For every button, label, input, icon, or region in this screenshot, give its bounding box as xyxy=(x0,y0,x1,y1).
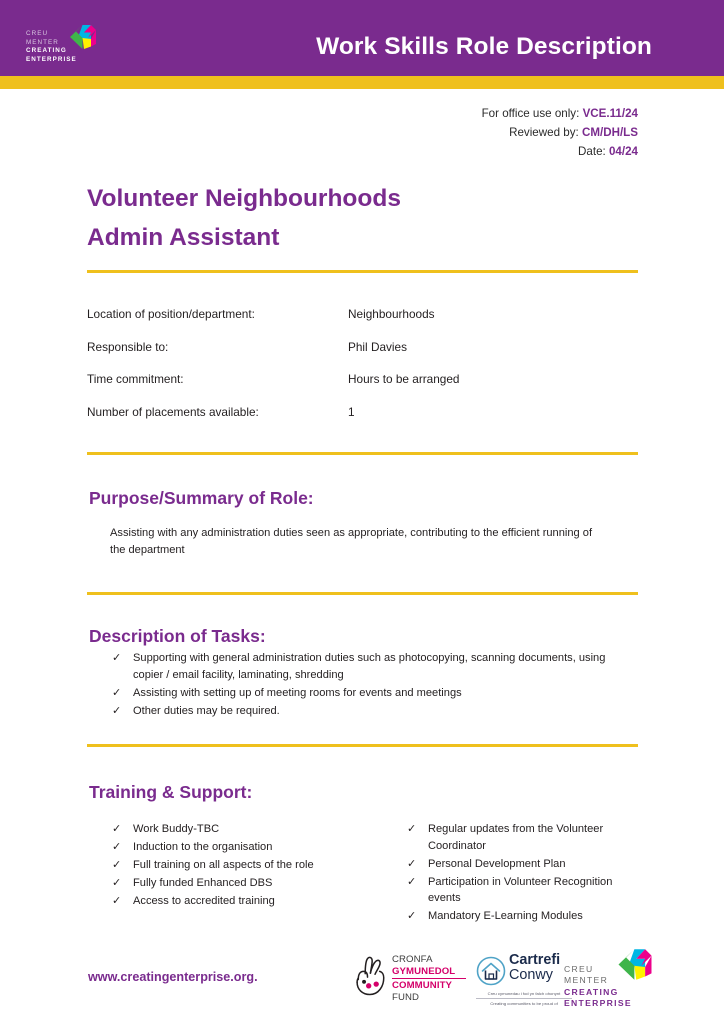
list-item-label: Full training on all aspects of the role xyxy=(133,859,314,871)
list-item-label: Access to accredited training xyxy=(133,895,275,907)
office-use-reviewed-line xyxy=(482,123,638,142)
house-circle-icon xyxy=(476,956,506,986)
conwy-tagline-welsh: Creu cymunedau i fod yn falch ohonynt xyxy=(487,991,561,996)
divider-after-title xyxy=(87,270,638,273)
list-item xyxy=(105,703,635,720)
brand-logo-header xyxy=(26,28,106,70)
office-use-ref-line xyxy=(482,104,638,123)
creu-line-creu: CREU xyxy=(564,964,594,974)
community-fund-divider xyxy=(392,978,466,979)
website-url[interactable]: www.creatingenterprise.org. xyxy=(88,970,258,984)
check-icon: ✓ xyxy=(112,823,122,835)
list-item xyxy=(400,874,645,907)
field-label: Number of placements available: xyxy=(87,404,259,419)
list-item-label: Assisting with setting up of meeting rooms for events and meetings xyxy=(133,686,462,699)
field-value: 1 xyxy=(348,404,355,419)
check-icon: ✓ xyxy=(112,652,122,664)
list-item xyxy=(105,821,385,838)
table-row xyxy=(87,405,647,438)
office-use-ref-value: VCE.11/24 xyxy=(582,107,638,120)
list-item xyxy=(400,856,645,873)
office-use-date-label: Date: xyxy=(578,145,606,158)
field-label: Responsible to: xyxy=(87,339,169,354)
conwy-tagline-divider xyxy=(476,998,572,999)
office-use-reviewed-value: CM/DH/LS xyxy=(581,126,638,139)
list-item-label: Fully funded Enhanced DBS xyxy=(133,877,273,889)
list-item xyxy=(105,875,385,892)
page-title: Work Skills Role Description xyxy=(316,33,652,60)
community-fund-line-fund: FUND xyxy=(392,991,420,1003)
conwy-line-cartrefi: Cartrefi xyxy=(509,952,561,968)
footer-logo-row xyxy=(352,944,652,1016)
office-use-ref-label: For office use only: xyxy=(481,107,580,120)
field-label: Time commitment: xyxy=(87,372,184,386)
list-item-label: Supporting with general administration duties such as photocopying, scanning documents, using copier / email facility, laminating, shredding xyxy=(133,652,606,681)
office-use-date-line xyxy=(482,142,638,161)
check-icon: ✓ xyxy=(407,910,417,922)
check-icon: ✓ xyxy=(112,859,122,871)
table-row xyxy=(87,307,647,340)
header-accent-bar xyxy=(0,76,724,89)
list-item-label: Work Buddy-TBC xyxy=(133,823,220,835)
community-fund-line-community: COMMUNITY xyxy=(392,980,453,992)
field-value: Neighbourhoods xyxy=(348,307,435,321)
list-item-label: Regular updates from the Volunteer Coordinator xyxy=(428,823,604,852)
role-title xyxy=(87,179,647,257)
divider-after-purpose xyxy=(87,592,638,595)
training-list-left xyxy=(105,821,385,911)
check-icon: ✓ xyxy=(407,875,417,888)
list-item xyxy=(105,685,635,702)
community-fund-line-cronfa: CRONFA xyxy=(392,954,433,965)
community-fund-logo xyxy=(352,948,468,1012)
list-item xyxy=(400,821,645,854)
list-item-label: Mandatory E-Learning Modules xyxy=(428,910,583,922)
tasks-list xyxy=(105,650,635,721)
check-icon: ✓ xyxy=(112,704,122,717)
field-value: Phil Davies xyxy=(348,339,408,354)
list-item xyxy=(400,908,645,925)
list-item xyxy=(105,857,385,874)
cartrefi-conwy-wordmark xyxy=(509,953,560,983)
check-icon: ✓ xyxy=(407,857,417,870)
list-item xyxy=(105,839,385,856)
office-use-date-value: 04/24 xyxy=(608,145,638,158)
role-title-line-2: Admin Assistant xyxy=(87,224,280,251)
divider-after-tasks xyxy=(87,744,638,747)
field-label: Location of position/department: xyxy=(87,307,255,321)
creu-menter-chevron-icon xyxy=(69,24,97,50)
brand-line-creu: CREU xyxy=(26,30,49,37)
creu-line-menter: MENTER xyxy=(564,975,609,986)
list-item xyxy=(105,650,635,683)
table-row xyxy=(87,340,647,373)
office-use-block xyxy=(482,104,638,161)
check-icon: ✓ xyxy=(112,877,122,889)
list-item-label: Induction to the organisation xyxy=(133,841,273,853)
office-use-reviewed-label: Reviewed by: xyxy=(509,126,579,139)
check-icon: ✓ xyxy=(407,823,417,835)
cartrefi-conwy-tagline xyxy=(476,990,572,1007)
list-item-label: Other duties may be required. xyxy=(133,704,280,717)
brand-line-creating: CREATING xyxy=(26,47,67,55)
section-heading-tasks: Description of Tasks: xyxy=(89,626,266,646)
conwy-line-conwy: Conwy xyxy=(509,967,553,983)
community-fund-wordmark xyxy=(392,954,466,1003)
role-title-line-1: Volunteer Neighbourhoods xyxy=(87,185,401,212)
list-item xyxy=(105,893,385,910)
community-fund-line-gymunedol: GYMUNEDOL xyxy=(392,965,456,977)
creu-line-creating: CREATING xyxy=(564,986,619,997)
section-heading-purpose: Purpose/Summary of Role: xyxy=(89,488,314,508)
conwy-tagline-english: Creating communities to be proud of xyxy=(490,1001,558,1006)
role-details-table xyxy=(87,307,647,437)
list-item-label: Participation in Volunteer Recognition events xyxy=(428,875,613,904)
table-row xyxy=(87,372,647,405)
brand-line-enterprise: ENTERPRISE xyxy=(26,55,77,63)
creating-enterprise-logo xyxy=(564,948,656,1012)
check-icon: ✓ xyxy=(112,895,122,907)
field-value: Hours to be arranged xyxy=(348,372,460,386)
training-list-right xyxy=(400,821,645,926)
brand-line-menter: MENTER xyxy=(26,38,59,46)
list-item-label: Personal Development Plan xyxy=(428,857,566,870)
creu-line-enterprise: ENTERPRISE xyxy=(564,997,632,1008)
check-icon: ✓ xyxy=(112,841,122,853)
purpose-body-text: Assisting with any administration duties seen as appropriate, contributing to the efficient running of the department xyxy=(110,527,593,556)
check-icon: ✓ xyxy=(112,686,122,699)
creu-menter-chevron-icon xyxy=(617,948,653,981)
crossed-fingers-hand-icon xyxy=(352,954,390,998)
divider-after-details xyxy=(87,452,638,455)
section-heading-training: Training & Support: xyxy=(89,782,253,802)
